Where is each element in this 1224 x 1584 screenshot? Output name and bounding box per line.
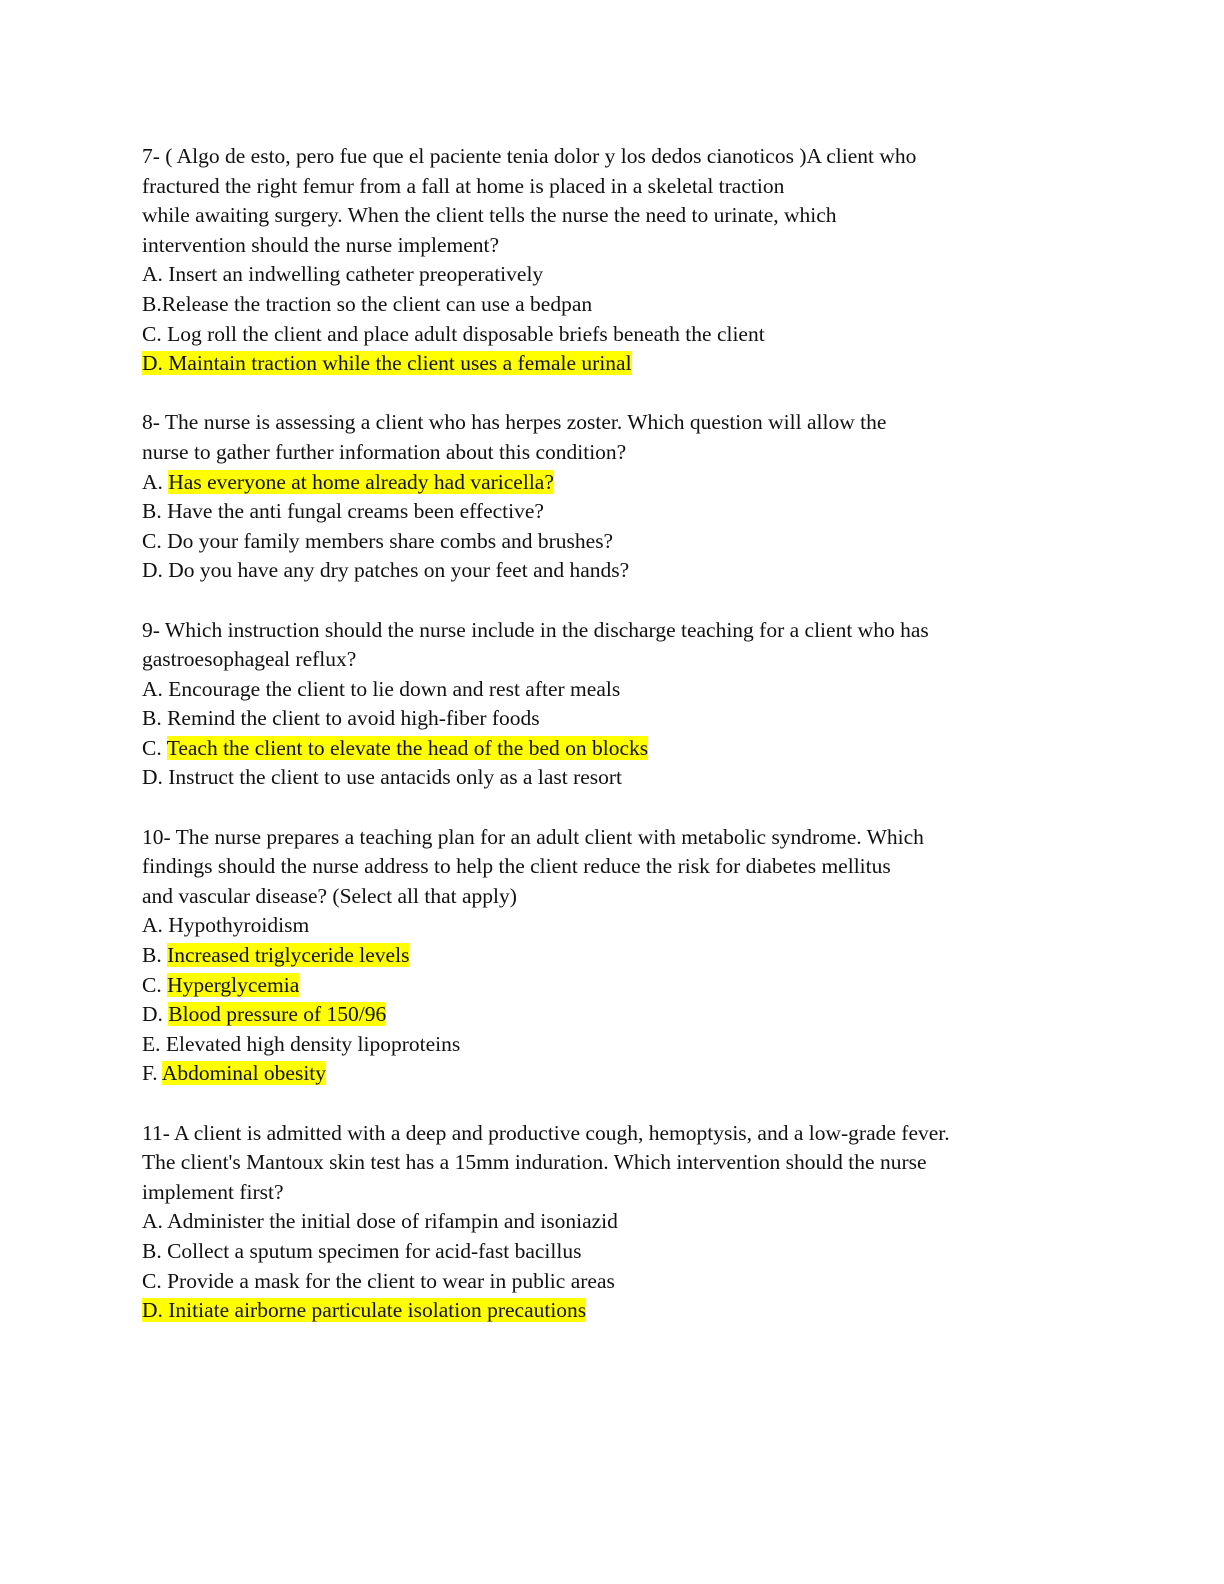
highlighted-answer: Hyperglycemia [167, 972, 300, 997]
question-9 [142, 616, 1102, 794]
question-stem-line: 11- A client is admitted with a deep and productive cough, hemoptysis, and a low-grade fever. [142, 1120, 950, 1145]
highlighted-answer: D. Initiate airborne particulate isolation precautions [142, 1298, 587, 1323]
highlighted-answer: D. Maintain traction while the client uses a female urinal [142, 351, 632, 376]
question-stem-line: 8- The nurse is assessing a client who has herpes zoster. Which question will allow the [142, 410, 887, 435]
answer-option: B. Collect a sputum specimen for acid-fast bacillus [142, 1238, 582, 1263]
question-11 [142, 1119, 1102, 1326]
question-stem-line: implement first? [142, 1179, 284, 1204]
answer-option-highlighted: B. Increased triglyceride levels [142, 943, 410, 968]
question-8 [142, 408, 1102, 586]
highlighted-answer: Increased triglyceride levels [167, 943, 410, 968]
answer-option-highlighted: C. Teach the client to elevate the head of the bed on blocks [142, 735, 649, 760]
question-stem-line: intervention should the nurse implement? [142, 232, 500, 257]
answer-option-highlighted: D. Blood pressure of 150/96 [142, 1002, 387, 1027]
answer-option: E. Elevated high density lipoproteins [142, 1031, 461, 1056]
answer-option-highlighted: C. Hyperglycemia [142, 972, 300, 997]
question-stem-line: 7- ( Algo de esto, pero fue que el paciente tenia dolor y los dedos cianoticos )A client who [142, 144, 917, 168]
answer-option: B. Remind the client to avoid high-fiber foods [142, 706, 540, 731]
question-stem-line: gastroesophageal reflux? [142, 647, 357, 672]
answer-option: A. Hypothyroidism [142, 913, 310, 938]
question-stem-line: The client's Mantoux skin test has a 15mm induration. Which intervention should the nurse [142, 1150, 927, 1175]
question-stem-line: while awaiting surgery. When the client tells the nurse the need to urinate, which [142, 203, 837, 228]
answer-option: A. Encourage the client to lie down and rest after meals [142, 676, 621, 701]
question-stem-line: and vascular disease? (Select all that apply) [142, 883, 517, 908]
answer-option-highlighted [142, 349, 1102, 379]
answer-option: C. Log roll the client and place adult disposable briefs beneath the client [142, 321, 765, 346]
answer-option-highlighted: A. Has everyone at home already had varicella? [142, 469, 554, 494]
question-7 [142, 142, 1102, 379]
question-10 [142, 823, 1102, 1089]
answer-option: B. Have the anti fungal creams been effective? [142, 499, 544, 524]
highlighted-answer: Blood pressure of 150/96 [168, 1002, 387, 1027]
highlighted-answer: Teach the client to elevate the head of the bed on blocks [166, 735, 649, 760]
answer-option: D. Instruct the client to use antacids only as a last resort [142, 765, 623, 790]
question-stem-line: findings should the nurse address to help the client reduce the risk for diabetes mellitus [142, 854, 891, 879]
answer-option: B.Release the traction so the client can use a bedpan [142, 291, 593, 316]
answer-option: A. Insert an indwelling catheter preoperatively [142, 262, 544, 287]
question-stem-line: 9- Which instruction should the nurse include in the discharge teaching for a client who has [142, 617, 929, 642]
answer-option-highlighted: F. Abdominal obesity [142, 1061, 327, 1086]
answer-option: C. Do your family members share combs and brushes? [142, 528, 614, 553]
question-stem-line: 10- The nurse prepares a teaching plan for an adult client with metabolic syndrome. Which [142, 824, 924, 849]
answer-option: D. Do you have any dry patches on your feet and hands? [142, 558, 630, 583]
document-content [142, 142, 1102, 1355]
question-stem-line: fractured the right femur from a fall at home is placed in a skeletal traction [142, 173, 785, 198]
answer-option: A. Administer the initial dose of rifampin and isoniazid [142, 1209, 618, 1234]
highlighted-answer: Has everyone at home already had varicella? [168, 469, 554, 494]
question-stem-line: nurse to gather further information about this condition? [142, 439, 627, 464]
answer-option-highlighted [142, 1296, 1102, 1326]
answer-option: C. Provide a mask for the client to wear in public areas [142, 1268, 615, 1293]
highlighted-answer: Abdominal obesity [161, 1061, 327, 1086]
